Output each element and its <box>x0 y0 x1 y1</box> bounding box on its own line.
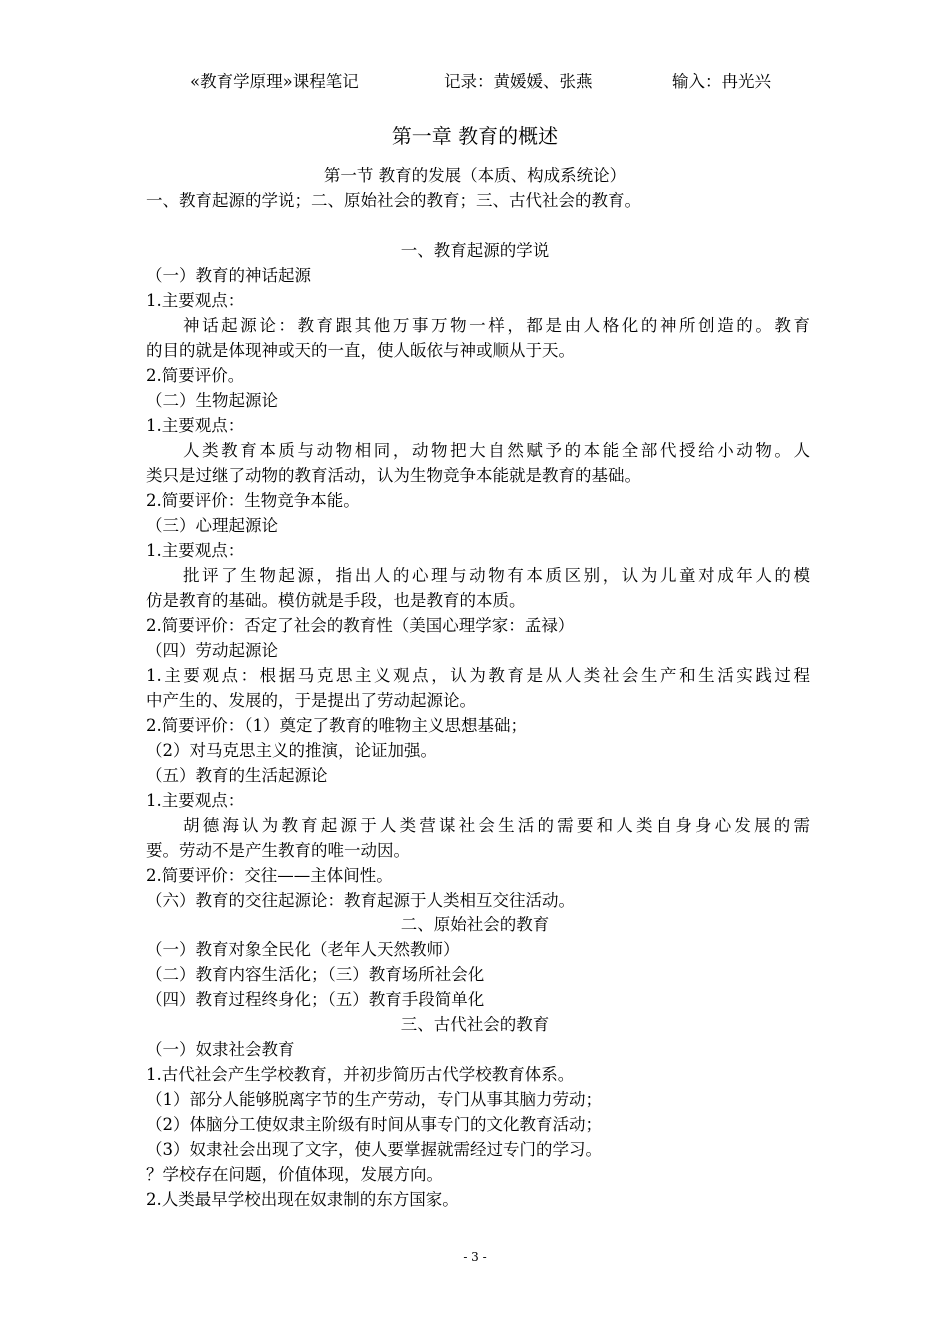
text-line: （2）对马克思主义的推演，论证加强。 <box>146 741 437 760</box>
text-line: 1.主要观点： <box>146 791 245 810</box>
text-line: 批评了生物起源，指出人的心理与动物有本质区别，认为儿童对成年人的模 <box>183 566 810 585</box>
header-recorder: 记录：黄媛媛、张燕 <box>444 72 593 91</box>
text-line: 2.简要评价：生物竞争本能。 <box>146 491 360 510</box>
text-line: 仿是教育的基础。模仿就是手段，也是教育的本质。 <box>146 591 526 610</box>
text-line: （二）教育内容生活化；（三）教育场所社会化 <box>146 965 485 984</box>
text-line: （四）教育过程终身化；（五）教育手段简单化 <box>146 990 485 1009</box>
text-line: 2.简要评价。 <box>146 366 245 385</box>
section-title: 第一节 教育的发展（本质、构成系统论） <box>323 166 627 185</box>
subheading-communication-origin: （六）教育的交往起源论：教育起源于人类相互交往活动。 <box>146 891 575 910</box>
heading-primitive-society: 二、原始社会的教育 <box>400 915 550 934</box>
subheading-myth-origin: （一）教育的神话起源 <box>146 266 311 285</box>
text-line: （1）部分人能够脱离字节的生产劳动，专门从事其脑力劳动； <box>146 1090 602 1109</box>
text-line: 1.主要观点：根据马克思主义观点，认为教育是从人类社会生产和生活实践过程 <box>146 666 810 685</box>
header-typist: 输入：冉光兴 <box>672 72 771 91</box>
text-line: 人类教育本质与动物相同，动物把大自然赋予的本能全部代授给小动物。人 <box>183 441 810 460</box>
text-line: ？学校存在问题，价值体现，发展方向。 <box>146 1165 443 1184</box>
text-line: 1.主要观点： <box>146 541 245 560</box>
text-line: 类只是过继了动物的教育活动，认为生物竞争本能就是教育的基础。 <box>146 466 641 485</box>
text-line: （2）体脑分工使奴隶主阶级有时间从事专门的文化教育活动； <box>146 1115 602 1134</box>
header-course: «教育学原理»课程笔记 <box>190 72 359 91</box>
text-line: 1.古代社会产生学校教育，并初步简历古代学校教育体系。 <box>146 1065 575 1084</box>
heading-ancient-society: 三、古代社会的教育 <box>400 1015 550 1034</box>
heading-origin-theories: 一、教育起源的学说 <box>400 241 550 260</box>
text-line: 2.人类最早学校出现在奴隶制的东方国家。 <box>146 1190 459 1209</box>
text-line: （一）教育对象全民化（老年人天然教师） <box>146 940 460 959</box>
subheading-slave-society: （一）奴隶社会教育 <box>146 1040 295 1059</box>
text-line: （3）奴隶社会出现了文字，使人要掌握就需经过专门的学习。 <box>146 1140 602 1159</box>
section-outline: 一、教育起源的学说；二、原始社会的教育；三、古代社会的教育。 <box>146 191 641 210</box>
subheading-psychological-origin: （三）心理起源论 <box>146 516 278 535</box>
text-line: 神话起源论：教育跟其他万事万物一样，都是由人格化的神所创造的。教育 <box>183 316 810 335</box>
page-number: - 3 - <box>463 1250 487 1264</box>
text-line: 2.简要评价：否定了社会的教育性（美国心理学家：孟禄） <box>146 616 575 635</box>
text-line: 1.主要观点： <box>146 416 245 435</box>
subheading-life-origin: （五）教育的生活起源论 <box>146 766 328 785</box>
text-line: 2.简要评价：（1）奠定了教育的唯物主义思想基础； <box>146 716 527 735</box>
subheading-biological-origin: （二）生物起源论 <box>146 391 278 410</box>
text-line: 中产生的、发展的，于是提出了劳动起源论。 <box>146 691 476 710</box>
text-line: 胡德海认为教育起源于人类营谋社会生活的需要和人类自身身心发展的需 <box>183 816 810 835</box>
subheading-labor-origin: （四）劳动起源论 <box>146 641 278 660</box>
chapter-title: 第一章 教育的概述 <box>391 124 559 148</box>
text-line: 2.简要评价：交往——主体间性。 <box>146 866 393 885</box>
text-line: 要。劳动不是产生教育的唯一动因。 <box>146 841 410 860</box>
text-line: 1.主要观点： <box>146 291 245 310</box>
text-line: 的目的就是体现神或天的一直，使人皈依与神或顺从于天。 <box>146 341 575 360</box>
